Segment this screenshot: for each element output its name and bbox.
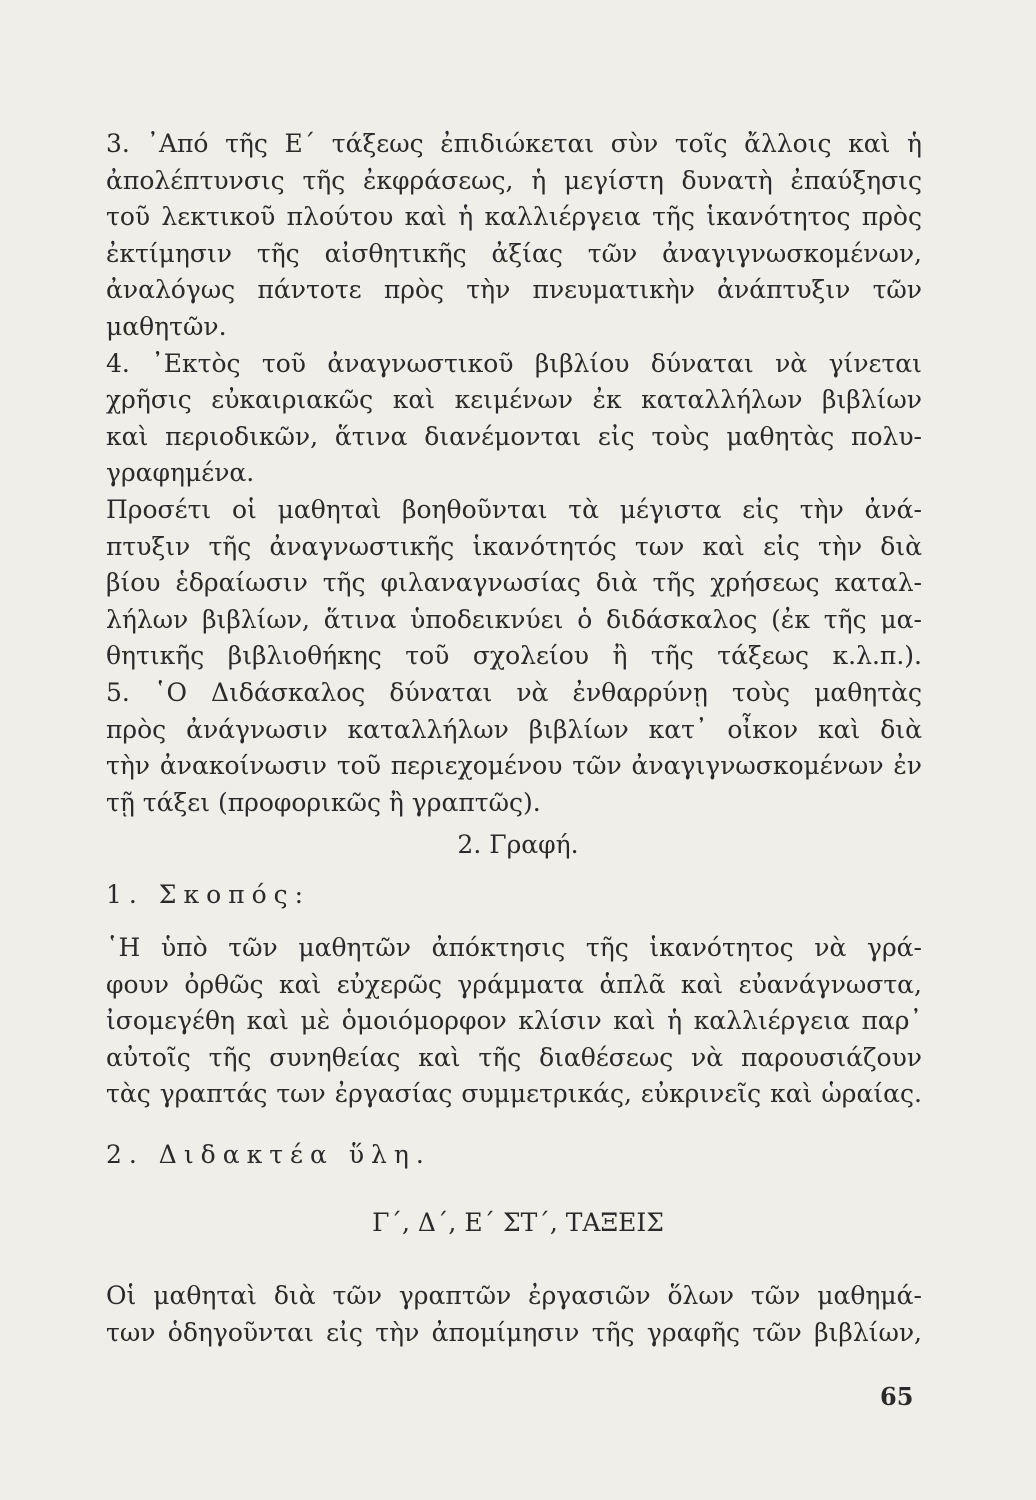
proseti-line: βίου ἑδραίωσιν τῆς φιλαναγνωσίας διὰ τῆς χρήσεως καταλ- (106, 568, 922, 598)
section-3-line: ἐκτίμησιν τῆς αἰσθητικῆς ἀξίας τῶν ἀναγιγνωσκομένων, (106, 238, 922, 268)
section-3-line: ἀπολέπτυνσις τῆς ἐκφράσεως, ἡ μεγίστη δυνατὴ ἐπαύξησις (106, 165, 922, 195)
proseti-line: θητικῆς βιβλιοθήκης τοῦ σχολείου ἢ τῆς τάξεως κ.λ.π.). (106, 641, 922, 671)
section-5-line: πρὸς ἀνάγνωσιν καταλλήλων βιβλίων κατ᾿ οἶκον καὶ διὰ (106, 714, 922, 744)
section-3-line: μαθητῶν. (106, 311, 227, 341)
skopos-text-block (106, 930, 922, 1113)
final-line: Οἱ μαθηταὶ διὰ τῶν γραπτῶν ἐργασιῶν ὅλων τῶν μαθημά- (106, 1281, 922, 1310)
skopos-line: φουν ὀρθῶς καὶ εὐχερῶς γράμματα ἁπλᾶ καὶ εὐανάγνωστα, (106, 969, 922, 999)
section-4-line: γραφημένα. (106, 458, 255, 488)
section-5-line: τῇ τάξει (προφορικῶς ἢ γραπτῶς). (106, 787, 541, 817)
proseti-line: πτυξιν τῆς ἀναγνωστικῆς ἱκανότητός των καὶ εἰς τὴν διὰ (106, 531, 922, 561)
skopos-line: τὰς γραπτάς των ἐργασίας συμμετρικάς, εὐκρινεῖς καὶ ὡραίας. (106, 1079, 922, 1109)
section-5-line: 5. ῾Ο Διδάσκαλος δύναται νὰ ἐνθαρρύνῃ τοὺς μαθητὰς (106, 677, 922, 707)
section-5-line: τὴν ἀνακοίνωσιν τοῦ περιεχομένου τῶν ἀναγιγνωσκομένων ἐν (106, 751, 922, 781)
main-text-block (106, 126, 922, 821)
final-line: των ὁδηγοῦνται εἰς τὴν ἀπομίμησιν τῆς γραφῆς τῶν βιβλίων, (106, 1317, 922, 1347)
section-4-line: 4. ᾿Εκτὸς τοῦ ἀναγνωστικοῦ βιβλίου δύναται νὰ γίνεται (106, 348, 922, 378)
skopos-line: ῾Η ὑπὸ τῶν μαθητῶν ἀπόκτησις τῆς ἱκανότητος νὰ γρά- (106, 933, 922, 962)
section-4-line: χρῆσις εὐκαιριακῶς καὶ κειμένων ἐκ καταλλήλων βιβλίων (106, 385, 922, 415)
final-text-block (106, 1278, 922, 1351)
section-3-line: 3. ᾿Από τῆς Ε΄ τάξεως ἐπιδιώκεται σὺν τοῖς ἄλλοις καὶ ἡ (106, 129, 922, 158)
section-heading-grafi: 2. Γραφή. (457, 830, 579, 859)
section-4-line: καὶ περιοδικῶν, ἅτινα διανέμονται εἰς τοὺς μαθητὰς πολυ- (106, 421, 922, 451)
page-number: 65 (880, 1382, 914, 1411)
skopos-line: ἰσομεγέθη καὶ μὲ ὁμοιόμορφον κλίσιν καὶ ἡ καλλιέργεια παρ᾿ (106, 1006, 922, 1036)
subheading-skopos: 1. Σκοπός: (106, 880, 311, 909)
proseti-line: λήλων βιβλίων, ἅτινα ὑποδεικνύει ὁ διδάσκαλος (ἐκ τῆς μα- (106, 604, 922, 634)
subheading-didaktea: 2. Διδακτέα ὕλη. (106, 1140, 431, 1169)
skopos-line: αὐτοῖς τῆς συνηθείας καὶ τῆς διαθέσεως νὰ παρουσιάζουν (106, 1042, 922, 1072)
section-3-line: τοῦ λεκτικοῦ πλούτου καὶ ἡ καλλιέργεια τῆς ἱκανότητος πρὸς (106, 202, 922, 232)
proseti-line: Προσέτι οἱ μαθηταὶ βοηθοῦνται τὰ μέγιστα εἰς τὴν ἀνά- (106, 494, 922, 524)
section-3-line: ἀναλόγως πάντοτε πρὸς τὴν πνευματικὴν ἀνάπτυξιν τῶν (106, 275, 922, 305)
classes-heading: Γ΄, Δ΄, Ε΄ ΣΤ΄, ΤΑΞΕΙΣ (372, 1208, 664, 1237)
